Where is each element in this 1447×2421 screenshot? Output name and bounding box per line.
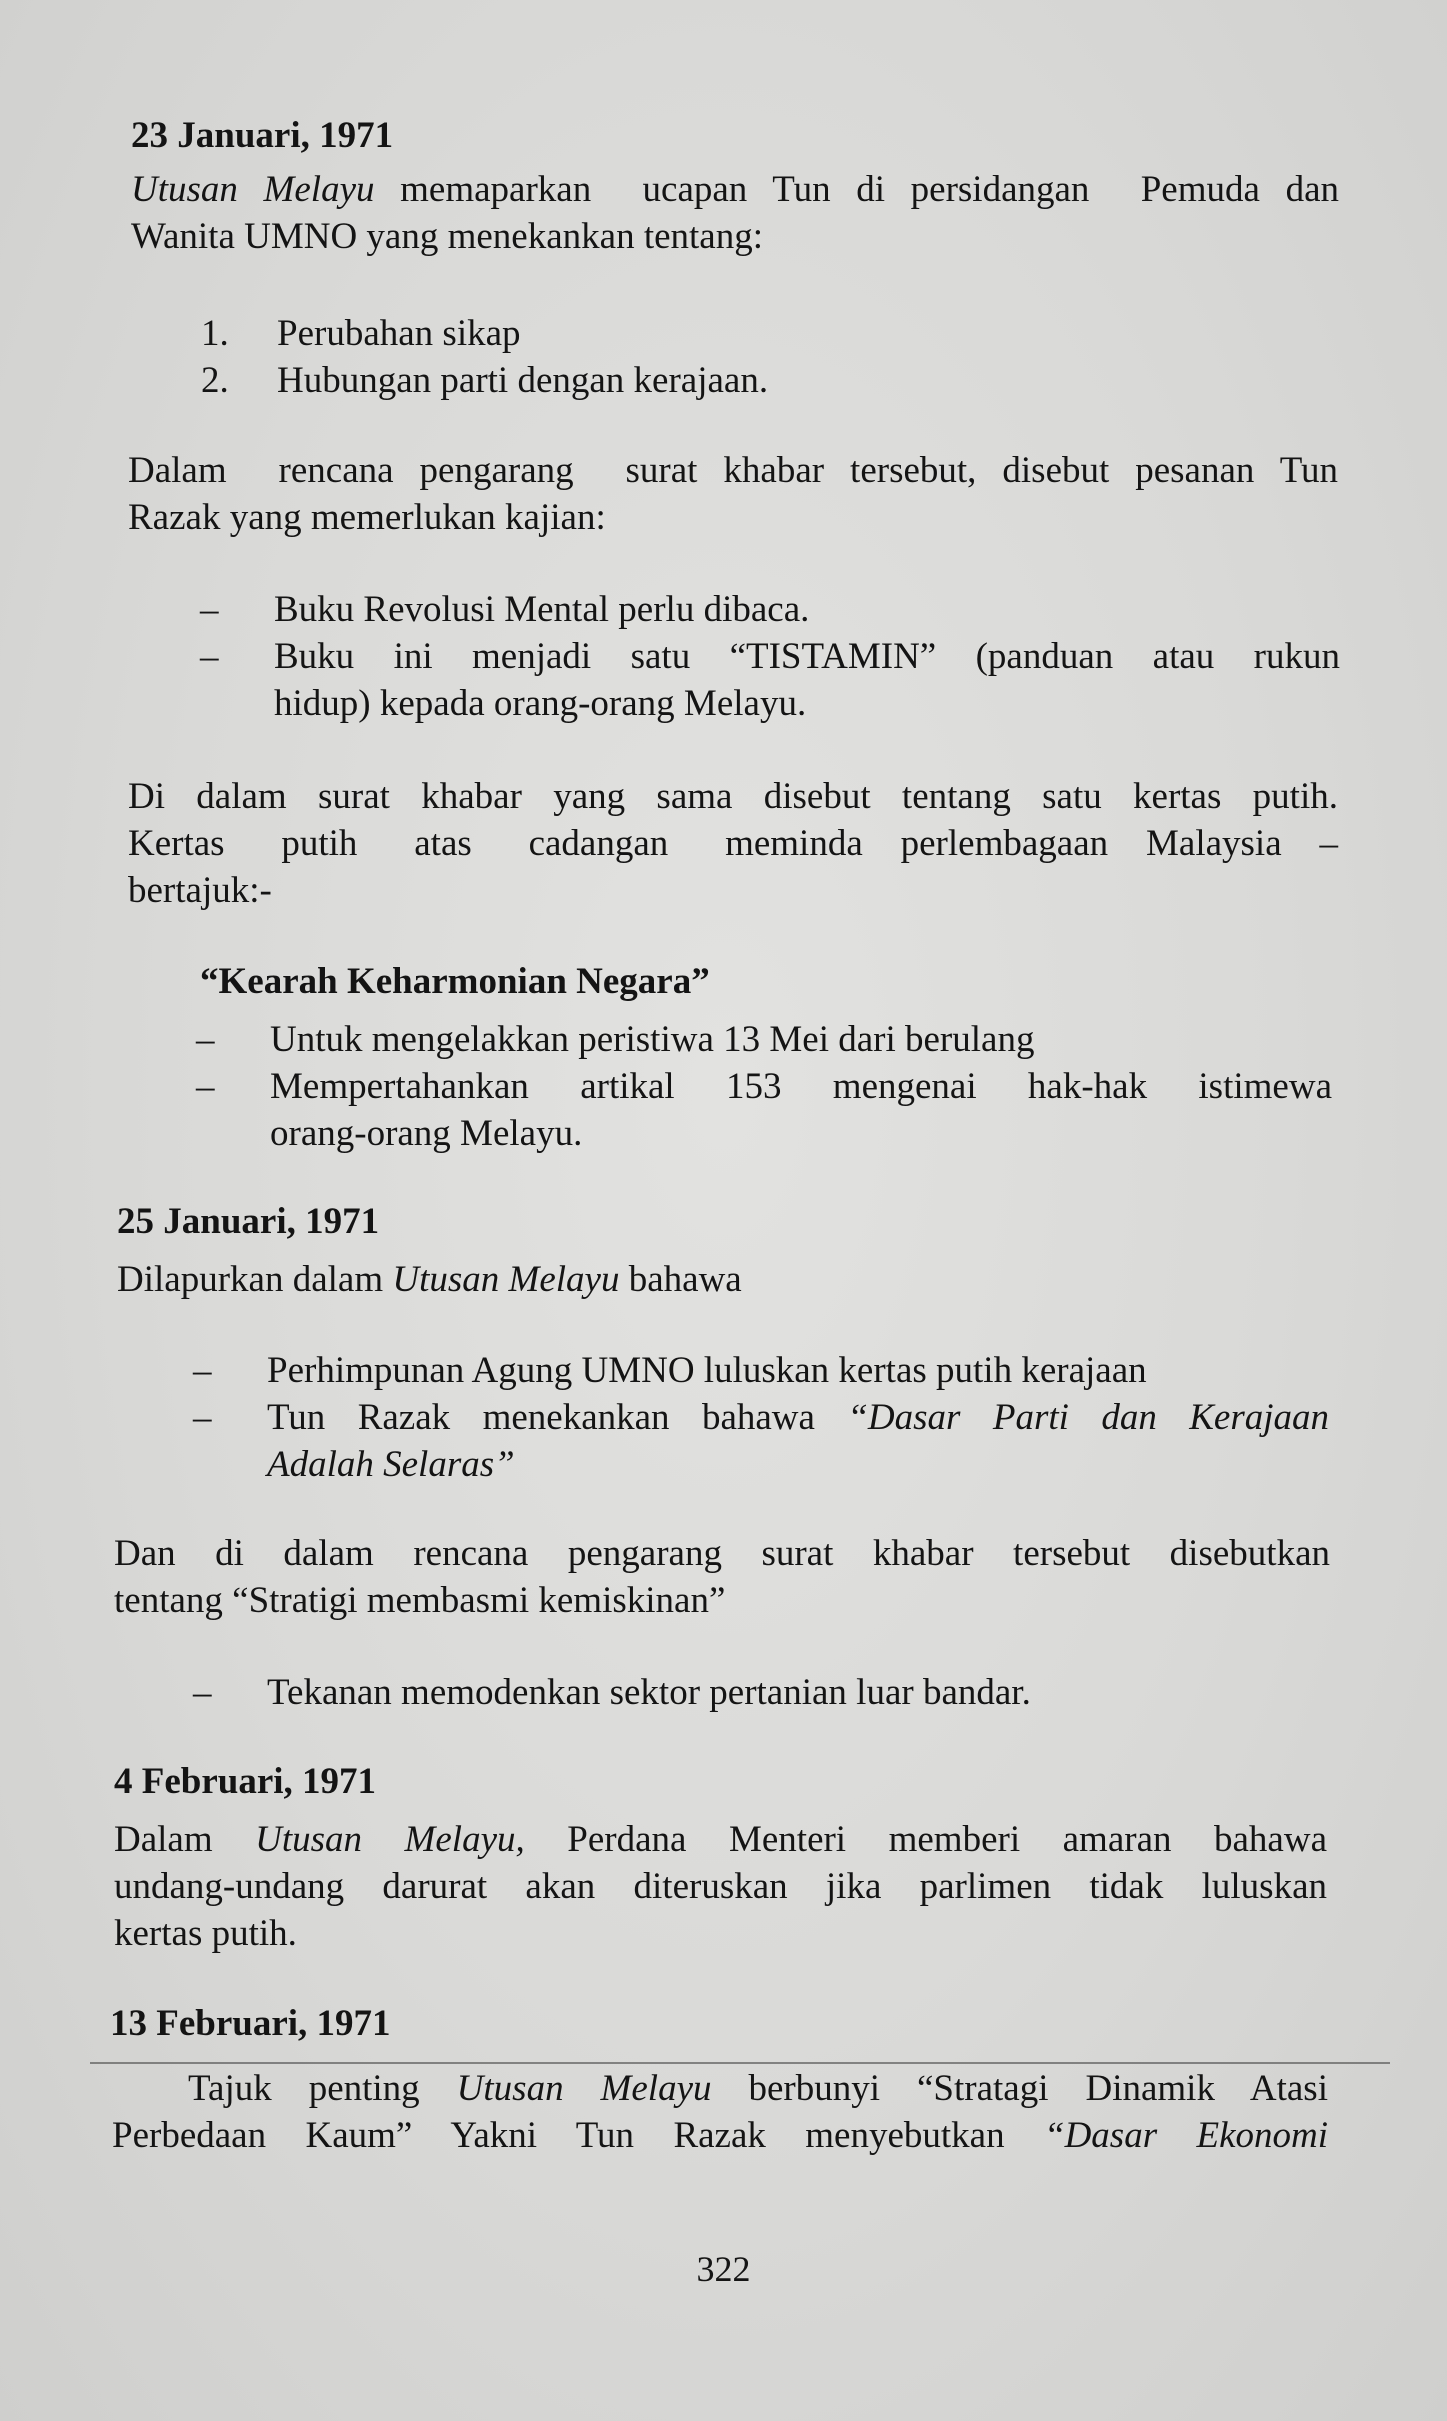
- paragraph-line: bertajuk:-: [128, 870, 272, 911]
- line-prefix: Tajuk penting: [188, 2068, 457, 2109]
- paragraph-line: Di dalam surat khabar yang sama disebut tentang satu kertas putih.: [128, 776, 1338, 817]
- intro-line-1: [131, 166, 1339, 213]
- date-heading-23-januari: 23 Januari, 1971: [131, 115, 394, 156]
- entry-13-februari-text: [112, 2065, 1328, 2159]
- list-item: [193, 1347, 1329, 1394]
- dash-marker: –: [193, 1672, 212, 1713]
- numbered-list: [201, 310, 1101, 404]
- source-utusan-melayu: Utusan Melayu: [456, 2068, 712, 2109]
- paragraph-line: [112, 2112, 1328, 2159]
- quote-adalah-selaras: Adalah Selaras”: [267, 1444, 515, 1485]
- list-item: [196, 1063, 1332, 1157]
- list-item: [196, 1016, 1332, 1063]
- divider-rule: [90, 2062, 1390, 2064]
- bullet-list-3: [193, 1347, 1329, 1488]
- entry-4-februari-text: [114, 1816, 1327, 1957]
- paragraph-line: Dalam rencana pengarang surat khabar tersebut, disebut pesanan Tun: [128, 450, 1338, 491]
- list-item: [193, 1669, 1293, 1716]
- entry-25-januari-intro: [117, 1256, 742, 1303]
- line-prefix: Dalam: [114, 1819, 256, 1860]
- list-item-prefix: Tun Razak menekankan bahawa: [267, 1397, 848, 1438]
- list-item: [200, 633, 1340, 727]
- bullet-list-4: [193, 1669, 1293, 1716]
- list-number: 1.: [201, 313, 229, 354]
- list-item-text-cont: orang-orang Melayu.: [270, 1113, 583, 1154]
- line-rest: Perdana Menteri memberi amaran bahawa: [524, 1819, 1327, 1860]
- dash-marker: –: [193, 1350, 212, 1391]
- list-item: [201, 357, 1101, 404]
- intro-line-1-rest: memaparkan ucapan Tun di persidangan Pemuda dan: [374, 169, 1339, 210]
- paragraph-kertas-putih: [128, 773, 1338, 914]
- list-item: [201, 310, 1101, 357]
- paragraph-line: tentang “Stratigi membasmi kemiskinan”: [114, 1580, 726, 1621]
- list-item: [193, 1394, 1329, 1488]
- bullet-list-1: [200, 586, 1340, 727]
- paragraph-line: Kertas putih atas cadangan meminda perlembagaan Malaysia –: [128, 823, 1338, 864]
- paragraph-line: [114, 1816, 1327, 1863]
- intro-prefix: Dilapurkan dalam: [117, 1259, 393, 1300]
- quote-dasar-ekonomi: “Dasar Ekonomi: [1044, 2115, 1329, 2156]
- list-item-text: Tekanan memodenkan sektor pertanian luar bandar.: [267, 1672, 1031, 1713]
- page-number: 322: [696, 2249, 751, 2289]
- paragraph-stratigi: [114, 1530, 1330, 1624]
- paragraph-rencana: [128, 447, 1338, 541]
- title-quote: “Kearah Keharmonian Negara”: [200, 961, 710, 1002]
- list-item-text: Perubahan sikap: [277, 313, 521, 354]
- date-heading-4-februari: 4 Februari, 1971: [114, 1761, 377, 1802]
- line-rest: berbunyi “Stratagi Dinamik Atasi: [711, 2068, 1328, 2109]
- paragraph-line: [112, 2065, 1328, 2112]
- list-number: 2.: [201, 360, 229, 401]
- date-heading-13-februari: 13 Februari, 1971: [110, 2003, 391, 2044]
- list-item-text: Untuk mengelakkan peristiwa 13 Mei dari berulang: [270, 1019, 1035, 1060]
- dash-marker: –: [196, 1019, 215, 1060]
- source-utusan-melayu: Utusan Melayu,: [255, 1819, 525, 1860]
- source-utusan-melayu: Utusan Melayu: [131, 169, 375, 210]
- list-item-text: Buku ini menjadi satu “TISTAMIN” (panduan atau rukun: [274, 636, 1340, 677]
- list-item: [200, 586, 1340, 633]
- list-item-text: Mempertahankan artikal 153 mengenai hak-hak istimewa: [270, 1066, 1332, 1107]
- intro-line-2: Wanita UMNO yang menekankan tentang:: [131, 216, 763, 257]
- dash-marker: –: [200, 636, 219, 677]
- paragraph-line: Razak yang memerlukan kajian:: [128, 497, 606, 538]
- paragraph-line: undang-undang darurat akan diteruskan jika parlimen tidak luluskan: [114, 1866, 1327, 1907]
- quote-dasar-parti: “Dasar Parti dan Kerajaan: [847, 1397, 1330, 1438]
- list-item-text-cont: hidup) kepada orang-orang Melayu.: [274, 683, 807, 724]
- dash-marker: –: [196, 1066, 215, 1107]
- line-prefix: Perbedaan Kaum” Yakni Tun Razak menyebutkan: [112, 2115, 1044, 2156]
- intro-suffix: bahawa: [619, 1259, 742, 1300]
- list-item-text: Buku Revolusi Mental perlu dibaca.: [274, 589, 810, 630]
- list-item-text: Perhimpunan Agung UMNO luluskan kertas putih kerajaan: [267, 1350, 1147, 1391]
- dash-marker: –: [200, 589, 219, 630]
- bullet-list-2: [196, 1016, 1332, 1157]
- entry-23-januari-intro: [131, 166, 1339, 260]
- list-item-text: Hubungan parti dengan kerajaan.: [277, 360, 769, 401]
- list-item-text: [267, 1394, 1329, 1441]
- paragraph-line: kertas putih.: [114, 1913, 297, 1954]
- source-utusan-melayu: Utusan Melayu: [392, 1259, 620, 1300]
- paragraph-line: Dan di dalam rencana pengarang surat khabar tersebut disebutkan: [114, 1533, 1330, 1574]
- date-heading-25-januari: 25 Januari, 1971: [117, 1201, 380, 1242]
- dash-marker: –: [193, 1397, 212, 1438]
